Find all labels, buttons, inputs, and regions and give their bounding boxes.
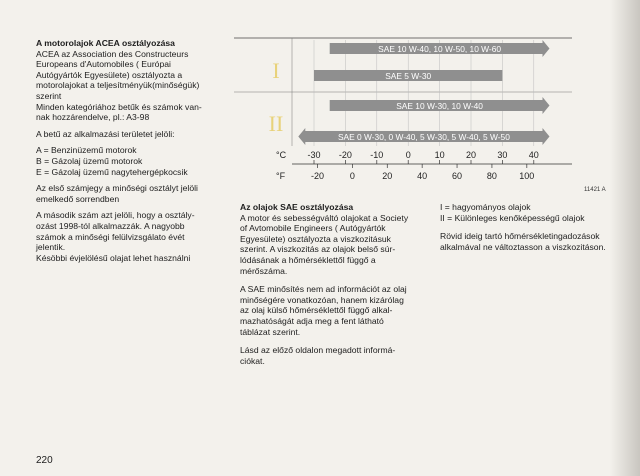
axis-c-tick-label: 20: [465, 150, 477, 160]
axis-c-tick-label: -20: [338, 150, 352, 160]
legend-note-line: Rövid ideig tartó hőmérsékletingadozások: [440, 231, 600, 242]
acea-second-number-line: Késöbbi évjelölésű olajat lehet használni: [36, 252, 191, 263]
sae-bar-label: SAE 10 W-30, 10 W-40: [396, 101, 483, 111]
acea-intro-line: Minden kategóriához betűk és számok van-: [36, 101, 202, 112]
acea-second-number-line: A második szám azt jelöli, hogy a osztály-: [36, 210, 195, 221]
axis-c-tick-label: 0: [405, 150, 411, 160]
sae-para1-line: mérőszáma.: [240, 265, 288, 276]
axis-f-unit: °F: [276, 171, 286, 181]
acea-letter-item: E = Gázolaj üzemű nagytehergépkocsik: [36, 166, 188, 177]
sae-para1-line: lódásának a hőmérséklettől függő a: [240, 254, 376, 265]
axis-f-tick-label: 20: [382, 171, 393, 181]
axis-f-tick-label: -20: [310, 171, 324, 181]
sae-para3-line: ciókat.: [240, 355, 265, 366]
axis-c-tick-label: 40: [528, 150, 539, 160]
sae-para2-line: minőségére vonatkozóan, hanem kizárólag: [240, 294, 404, 305]
acea-second-number-line: jelentik.: [36, 242, 66, 253]
acea-intro-line: Autógyártók Egyesülete) osztályozta a: [36, 69, 183, 80]
sae-title: Az olajok SAE osztályozása: [240, 202, 354, 212]
acea-intro-line: nak hozzárendelve, pl.: A3-98: [36, 112, 150, 123]
acea-letter-item: A = Benzinüzemű motorok: [36, 145, 137, 156]
legend-item: II = Különleges kenőképességű olajok: [440, 212, 585, 223]
sae-para1-line: of Avtomobile Engineers ( Autógyártók: [240, 223, 386, 234]
sae-para3-line: Lásd az előző oldalon megadott informá-: [240, 345, 396, 356]
axis-c-tick-label: -10: [370, 150, 384, 160]
sae-para2-line: az olaj külső hőmérséklettől függő alkal-: [240, 305, 393, 316]
acea-letter-intro: A betű az alkalmazási területet jelöli:: [36, 128, 175, 139]
axis-f-tick-label: 0: [349, 171, 355, 181]
acea-second-number-line: számok a minőségi felülvizsgálato évét: [36, 231, 185, 242]
sae-bar-label: SAE 10 W-40, 10 W-50, 10 W-60: [378, 44, 502, 54]
acea-intro-line: Europeans d'Automobiles ( Európai: [36, 59, 171, 70]
page-number: 220: [36, 455, 53, 466]
axis-f-tick-label: 80: [486, 171, 497, 181]
acea-intro-line: szerint: [36, 90, 62, 101]
legend-section: [440, 202, 615, 260]
acea-intro-line: ACEA az Association des Constructeurs: [36, 48, 189, 59]
acea-first-digit-line: Az első számjegy a minőségi osztályt jelöli: [36, 183, 198, 194]
acea-letter-item: B = Gázolaj üzemű motorok: [36, 155, 143, 166]
sae-para1-line: szerint. A viszkozitás az olajok belső súr-: [240, 244, 396, 255]
acea-intro-line: motorolajokat a teljesítményük(minőségük): [36, 80, 200, 91]
group-label-I: I: [272, 58, 280, 83]
sae-para2-line: táblázat szerint.: [240, 326, 301, 337]
figure-code: 11421 A: [584, 187, 606, 193]
axis-f-tick-label: 100: [519, 171, 535, 181]
axis-c-tick-label: 10: [434, 150, 445, 160]
sae-para1-line: A motor és sebességváltó olajokat a Society: [240, 212, 409, 223]
sae-chart-svg: [232, 36, 612, 201]
axis-f-tick-label: 60: [452, 171, 463, 181]
sae-para2-line: A SAE minősítés nem ad információt az olaj: [240, 284, 407, 295]
sae-section: [240, 202, 420, 374]
sae-para1-line: Egyesülete) osztályozta a viszkozitásuk: [240, 233, 391, 244]
sae-viscosity-chart: [232, 36, 612, 201]
group-label-II: II: [268, 111, 284, 136]
axis-c-tick-label: 30: [497, 150, 508, 160]
axis-f-tick-label: 40: [417, 171, 428, 181]
sae-bar-label: SAE 5 W-30: [385, 71, 432, 81]
acea-title: A motorolajok ACEA osztályozása: [36, 38, 175, 48]
legend-item: I = hagyományos olajok: [440, 202, 531, 212]
acea-second-number-line: ozást 1998-tól alkalmazzák. A nagyobb: [36, 220, 185, 231]
legend-note-line: alkalmával ne változtasson a viszkozitáson.: [440, 241, 606, 252]
sae-para2-line: mazhatóságát adja meg a fent látható: [240, 315, 384, 326]
sae-bar-label: SAE 0 W-30, 0 W-40, 5 W-30, 5 W-40, 5 W-50: [337, 132, 510, 142]
axis-c-unit: °C: [276, 150, 287, 160]
acea-section: [36, 38, 226, 269]
acea-first-digit-line: emelkedő sorrendben: [36, 193, 120, 204]
axis-c-tick-label: -30: [307, 150, 321, 160]
